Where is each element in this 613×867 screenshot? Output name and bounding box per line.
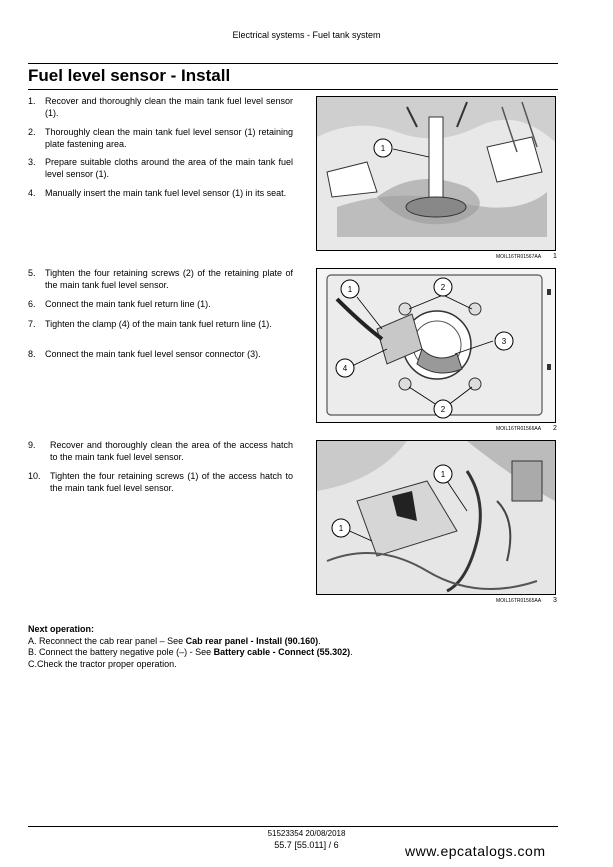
- callout-label: 2: [440, 283, 446, 292]
- figure-3-number: 3: [553, 597, 557, 604]
- figure-2-number: 2: [553, 425, 557, 432]
- figure-3-image: [316, 440, 556, 595]
- step-text: Tighten the clamp (4) of the main tank fuel return line (1).: [45, 319, 272, 329]
- next-op-b: B. Connect the battery negative pole (–) - See Battery cable - Connect (55.302).: [28, 647, 353, 657]
- figure-1-image: [316, 96, 556, 251]
- step-number: 3.: [28, 157, 36, 167]
- callout-label: 1: [338, 524, 344, 533]
- step-number: 2.: [28, 127, 36, 137]
- callout-1-top: [434, 465, 452, 483]
- step-text: Connect the main tank fuel return line (1).: [45, 299, 211, 309]
- footer-doc-id: 51523354 20/08/2018: [267, 829, 346, 838]
- link-cab-rear-panel[interactable]: Cab rear panel - Install (90.160): [185, 635, 319, 646]
- callout-3: [495, 332, 513, 350]
- callout-1: [341, 280, 359, 298]
- page-title: Fuel level sensor - Install: [28, 66, 231, 85]
- footer-page-number: 55.7 [55.011] / 6: [274, 840, 339, 850]
- callout-2-bottom: [434, 400, 452, 418]
- callout-label: 1: [380, 144, 386, 153]
- step-text: Connect the main tank fuel level sensor connector (3).: [45, 349, 261, 359]
- step-text: Recover and thoroughly clean the main tank fuel level sensor (1).: [45, 96, 293, 118]
- step-text: Tighten the four retaining screws (2) of the retaining plate of the main tank fuel level sensor.: [45, 268, 293, 290]
- step-number: 8.: [28, 349, 36, 359]
- step-text: Thoroughly clean the main tank fuel level sensor (1) retaining plate fastening area.: [45, 127, 293, 149]
- callout-label: 4: [342, 364, 348, 373]
- running-header: Electrical systems - Fuel tank system: [232, 30, 381, 40]
- figure-1-code: MOIL16TR01567AA: [496, 254, 542, 260]
- figure-2-code: MOIL16TR01566AA: [496, 426, 542, 432]
- step-text: Tighten the four retaining screws (1) of the access hatch to the main tank fuel level sensor.: [50, 471, 293, 493]
- step-number: 6.: [28, 299, 36, 309]
- step-text: Manually insert the main tank fuel level sensor (1) in its seat.: [45, 188, 287, 198]
- step-text: Recover and thoroughly clean the area of the access hatch to the main tank fuel level sensor.: [50, 440, 293, 462]
- callout-label: 3: [501, 337, 507, 346]
- next-op-a: A. Reconnect the cab rear panel – See Cab rear panel - Install (90.160).: [28, 635, 321, 646]
- callout-2-top: [434, 278, 452, 296]
- step-number: 7.: [28, 319, 36, 329]
- next-op-c: C.Check the tractor proper operation.: [28, 658, 177, 669]
- figure-3-code: MOIL16TR01565AA: [496, 598, 542, 604]
- callout-label: 2: [440, 405, 446, 414]
- step-text: Prepare suitable cloths around the area of the main tank fuel level sensor (1).: [45, 157, 293, 179]
- step-number: 4.: [28, 188, 36, 198]
- figure-2-image: [316, 268, 556, 423]
- figure-1-number: 1: [553, 253, 557, 260]
- footer-rule: [28, 826, 558, 827]
- step-number: 9.: [28, 440, 36, 450]
- step-number: 1.: [28, 96, 36, 106]
- next-operation-heading: Next operation:: [28, 624, 95, 634]
- step-number: 5.: [28, 268, 36, 278]
- watermark: www.epcatalogs.com: [405, 843, 546, 859]
- link-battery-cable[interactable]: Battery cable - Connect (55.302): [213, 647, 351, 657]
- title-rule: [28, 89, 558, 90]
- step-number: 10.: [28, 471, 41, 481]
- callout-1: [374, 139, 392, 157]
- header-rule: [28, 63, 558, 64]
- callout-4: [336, 359, 354, 377]
- next-operation: [28, 624, 353, 670]
- callout-1-left: [332, 519, 350, 537]
- callout-label: 1: [440, 470, 446, 479]
- callout-label: 1: [347, 285, 353, 294]
